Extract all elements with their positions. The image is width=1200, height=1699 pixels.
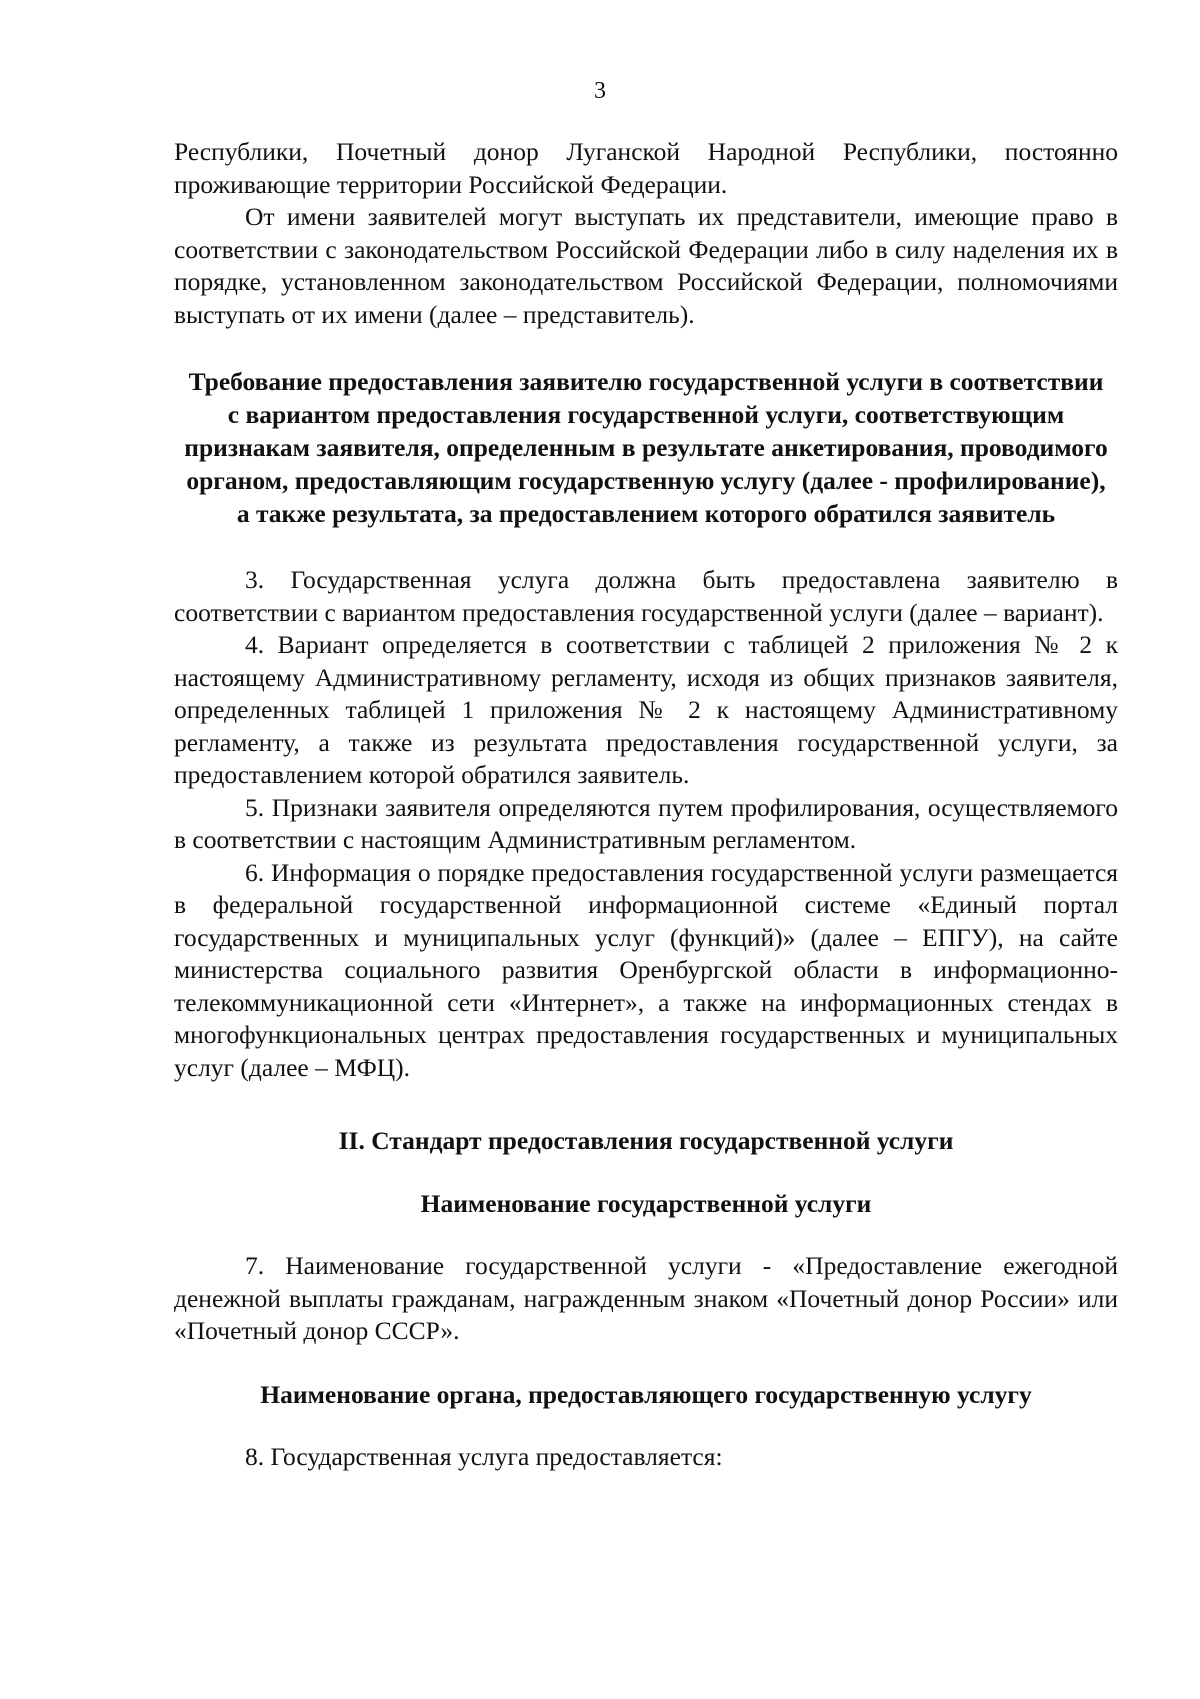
heading-authority: Наименование органа, предоставляющего государственную услугу — [260, 1379, 1032, 1409]
page-number: 3 — [594, 78, 606, 104]
heading-section-2: II. Стандарт предоставления государственной услуги — [338, 1126, 954, 1155]
heading-service-name: Наименование государственной услуги — [420, 1189, 872, 1218]
paragraph-4: 4. Вариант определяется в соответствии с таблицей 2 приложения № 2 к настоящему Административному регламенту, исходя из общих признаков заявителя, определенных таблицей 1 приложения № 2 к настоящему Административному регламенту, а также из результата предоставления государственной услуги, за предоставлением которой обратился заявитель. — [174, 630, 1118, 789]
paragraph-5: 5. Признаки заявителя определяются путем профилирования, осуществляемого в соответствии с настоящим Административным регламентом. — [174, 792, 1118, 854]
paragraph-representatives: От имени заявителей могут выступать их представители, имеющие право в соответствии с законодательством Российской Федерации либо в силу наделения их в порядке, установленном законодательством Российской Федерации, полномочиями выступать от их имени (далее – представитель). — [174, 202, 1118, 329]
heading-requirement: Требование предоставления заявителю государственной услуги в соответствии с вариантом предоставления государственной услуги, соответствующим признакам заявителя, определенным в результате анкетирования, проводимого органом, предоставляющим государственную услугу (далее - профилирование), а также результата, за предоставлением которого обратился заявитель — [184, 367, 1108, 528]
paragraph-7: 7. Наименование государственной услуги - «Предоставление ежегодной денежной выплаты гражданам, награжденным знаком «Почетный донор России» или «Почетный донор СССР». — [174, 1251, 1118, 1345]
paragraph-3: 3. Государственная услуга должна быть предоставлена заявителю в соответствии с вариантом предоставления государственной услуги (далее – вариант). — [174, 565, 1118, 627]
document-body — [174, 136, 1118, 1473]
paragraph-8: 8. Государственная услуга предоставляется: — [245, 1441, 723, 1471]
paragraph-continuation: Республики, Почетный донор Луганской Народной Республики, постоянно проживающие территории Российской Федерации. — [174, 137, 1118, 199]
paragraph-6: 6. Информация о порядке предоставления государственной услуги размещается в федеральной государственной информационной системе «Единый портал государственных и муниципальных услуг (функций)» (далее – ЕПГУ), на сайте министерства социального развития Оренбургской области в информационно-телекоммуникационной сети «Интернет», а также на информационных стендах в многофункциональных центрах предоставления государственных и муниципальных услуг (далее – МФЦ). — [174, 857, 1118, 1082]
